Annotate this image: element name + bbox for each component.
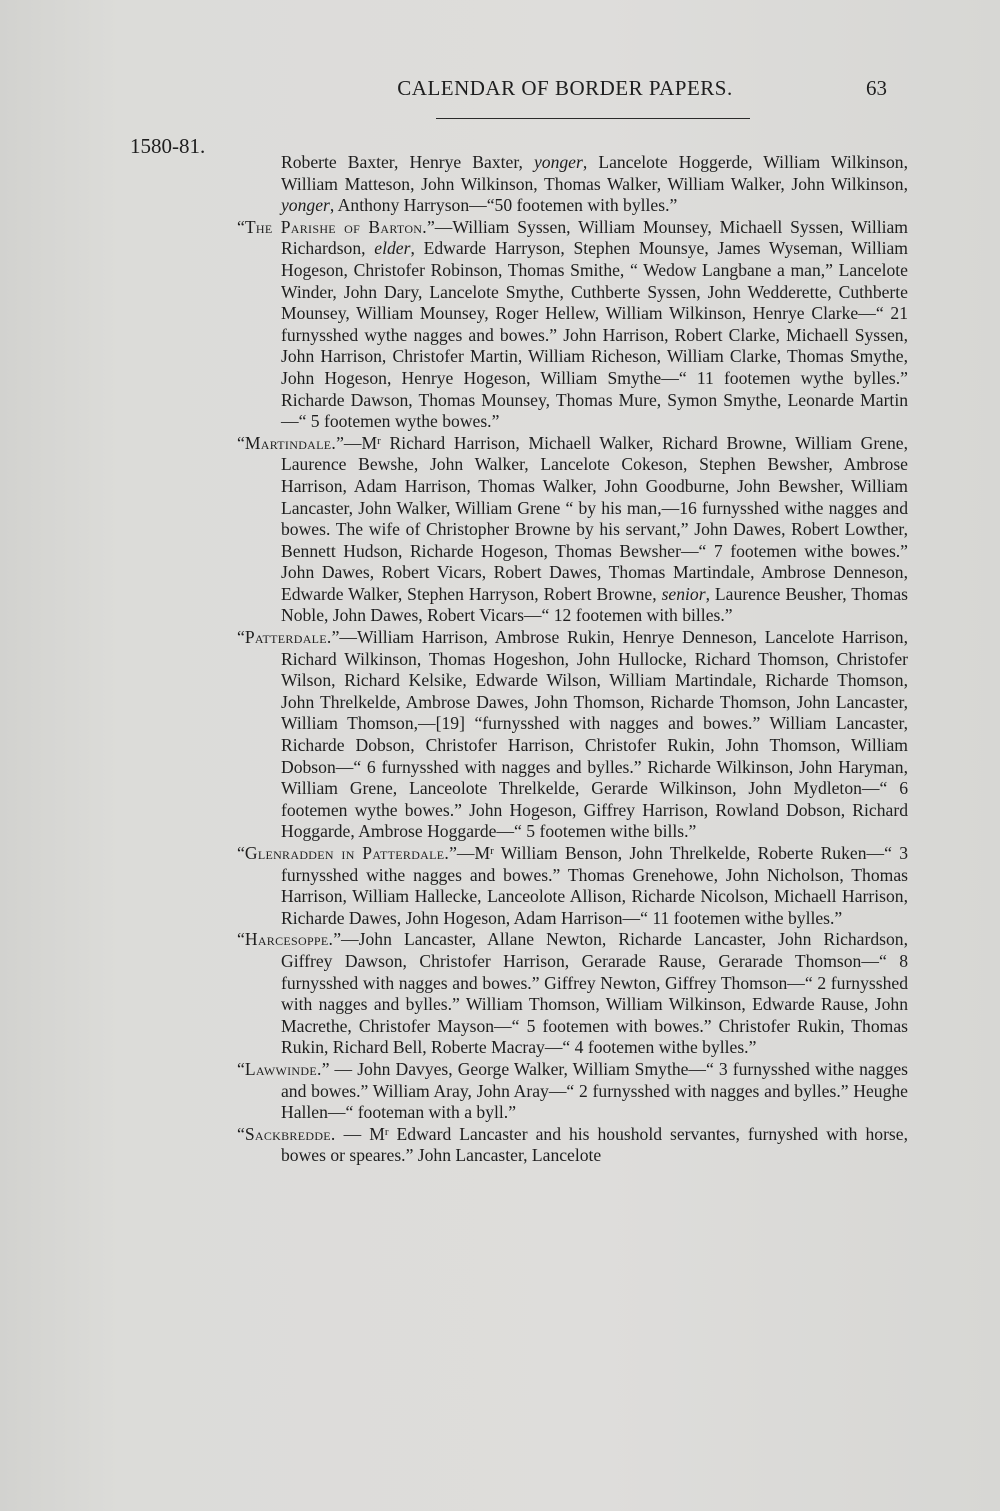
place-name: The Parishe of Barton. xyxy=(244,216,427,237)
entry-text: ”—William Harrison, Ambrose Rukin, Henrye Denneson, Lancelote Harrison, Richard Wilkinson, Thomas Hogeshon, John Hullocke, Richard Thomson, Christofer Wilson, Richard Kelsike, Edwarde Wilson, William Martindale, Richarde Thomson, John Threlkelde, Ambrose Dawes, John Thomson, Richarde Thomson, John Lancaster, William Thomson,—[19] “furnysshed with nagges and bowes.” William Lancaster, Richarde Dobson, Christofer Harrison, Christofer Rukin, John Thomson, William Dobson—“ 6 furnysshed with nagges and bylles.” Richarde Wilkinson, John Haryman, William Grene, Lanceolote Threlkelde, Gerarde Wilkinson, John Mydleton—“ 6 footemen wythe bowes.” John Hogeson, Giffrey Harrison, Rowland Dobson, Richard Hoggarde, Ambrose Hoggarde—“ 5 footemen withe bills.” xyxy=(281,627,908,842)
entry-italic: elder xyxy=(374,238,411,259)
open-quote: “ xyxy=(237,432,245,453)
entry-patterdale xyxy=(237,627,908,843)
entry-italic: yonger xyxy=(281,195,330,216)
open-quote: “ xyxy=(237,1123,245,1144)
entry-italic: senior xyxy=(661,583,706,604)
entry-text: , Lancelote Hoggerde, William Wilkinson, William Matteson, John Wilkinson, Thomas Walker, William Walker, John Wilkinson, xyxy=(281,152,908,194)
entry-text: — M xyxy=(335,1123,385,1144)
entry-continued xyxy=(281,152,908,217)
entry-text: , Edwarde Harryson, Stephen Mounsye, James Wyseman, William Hogeson, Christofer Robinson, Thomas Smithe, “ Wedow Langbane a man,” Lancelote Winder, John Dary, Lancelote Smythe, Cuthberte Syssen, John Wedderette, Cuthberte Mounsey, William Mounsey, Roger Hellew, William Wilkinson, Henrye Clarke—“ 21 furnysshed wythe nagges and bowes.” John Harrison, Robert Clarke, Michaell Syssen, John Harrison, Christofer Martin, William Richeson, William Clarke, Thomas Smythe, John Hogeson, Henrye Hogeson, William Smythe—“ 11 footemen wythe bylles.” Richarde Dawson, Thomas Mounsey, Thomas Mure, Symon Smythe, Leonarde Martin—“ 5 footemen wythe bowes.” xyxy=(281,238,908,432)
place-name: Harcesoppe. xyxy=(244,929,334,950)
open-quote: “ xyxy=(237,216,245,237)
place-name: Lawwinde. xyxy=(244,1058,322,1079)
entry-glenradden xyxy=(237,843,908,929)
entry-text: ”—M xyxy=(449,843,491,863)
entry-barton xyxy=(237,216,908,433)
entry-lawwinde xyxy=(237,1058,908,1124)
superscript: r xyxy=(377,434,381,447)
entry-harcesoppe xyxy=(237,929,908,1059)
open-quote: “ xyxy=(237,627,245,648)
page-number: 63 xyxy=(866,76,887,100)
entry-text: , Laurence Beusher, Thomas Noble, John Dawes, Robert Vicars—“ 12 footemen with billes.” xyxy=(281,583,908,626)
place-name: Patterdale. xyxy=(244,627,332,648)
entry-text: William Benson, John Threlkelde, Roberte Ruken—“ 3 furnysshed withe nagges and bowes.” Thomas Grenehowe, John Nicholson, Thomas Harrison, William Hallecke, Lanceolote Allison, Richarde Nicolson, Michaell Harrison, Richarde Dawes, John Hogeson, Adam Harrison—“ 11 footemen withe bylles.” xyxy=(281,843,908,928)
margin-year: 1580-81. xyxy=(130,134,206,158)
entry-text: , Anthony Harryson—“50 footemen with bylles.” xyxy=(329,195,678,216)
superscript: r xyxy=(490,845,494,857)
place-name: Glenradden in Patterdale. xyxy=(244,843,450,863)
entry-sackbredde xyxy=(237,1123,908,1167)
place-name: Martindale. xyxy=(244,432,337,453)
entry-text: ”—John Lancaster, Allane Newton, Richarde Lancaster, John Richardson, Giffrey Dawson, Christofer Harrison, Gerarade Rause, Gerarade Thomson—“ 8 furnysshed with nagges and bowes.” Giffrey Newton, Giffrey Thomson—“ 2 furnysshed with nagges and bylles.” William Thomson, William Wilkinson, Edwarde Rause, John Macrethe, Christofer Mayson—“ 5 footemen with bowes.” Christofer Rukin, Thomas Rukin, Richard Bell, Roberte Macray—“ 4 footemen withe bylles.” xyxy=(281,929,908,1058)
place-name: Sackbredde. xyxy=(244,1123,336,1144)
entry-text: ” — John Davyes, George Walker, William Smythe—“ 3 furnysshed withe nagges and bowes.” William Aray, John Aray—“ 2 furnysshed with nagges and bylles.” Heughe Hallen—“ footeman with a byll.” xyxy=(281,1058,908,1123)
entry-text: Edward Lancaster and his houshold servantes, furnyshed with horse, bowes or speares.” John Lancaster, Lancelote xyxy=(281,1123,908,1166)
document-body xyxy=(237,152,908,1167)
header-rule xyxy=(436,118,750,119)
entry-text: ”—M xyxy=(336,432,378,453)
entry-martindale xyxy=(237,432,908,627)
running-title: CALENDAR OF BORDER PAPERS. xyxy=(397,76,733,100)
entry-text: Richard Harrison, Michaell Walker, Richard Browne, William Grene, Laurence Bewshe, John Walker, Lancelote Cokeson, Stephen Bewsher, Ambrose Harrison, Adam Harrison, Thomas Walker, John Goodburne, John Bewsher, William Lancaster, John Walker, William Grene “ by his man,—16 furnysshed withe nagges and bowes. The wife of Christopher Browne by his servant,” John Dawes, Robert Lowther, Bennett Hudson, Richarde Hogeson, Thomas Bewsher—“ 7 footemen withe bowes.” John Dawes, Robert Vicars, Robert Dawes, Thomas Martindale, Ambrose Denneson, Edwarde Walker, Stephen Harryson, Robert Browne, xyxy=(281,432,908,604)
entry-text: ”—William Syssen, William Mounsey, Michaell Syssen, William Richardson, xyxy=(281,216,908,259)
open-quote: “ xyxy=(237,1058,245,1079)
entry-italic: yonger xyxy=(533,152,583,172)
open-quote: “ xyxy=(237,929,245,950)
superscript: r xyxy=(384,1125,389,1138)
entry-text: Roberte Baxter, Henrye Baxter, xyxy=(281,152,534,172)
open-quote: “ xyxy=(237,843,245,863)
